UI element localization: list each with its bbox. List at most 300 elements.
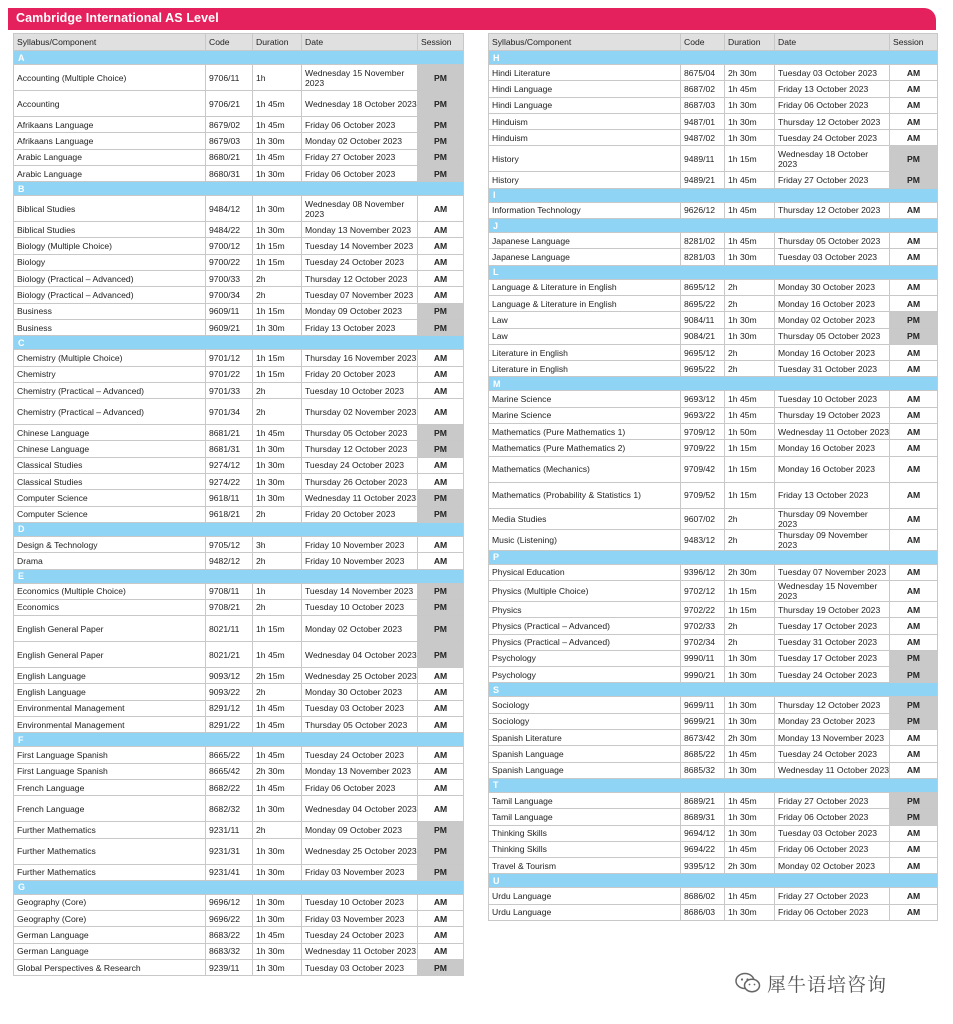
table-row	[489, 792, 938, 808]
session-cell: PM	[418, 506, 464, 522]
duration-cell: 2h	[725, 508, 775, 529]
table-row	[489, 344, 938, 360]
section-row	[489, 219, 938, 233]
session-cell: AM	[890, 65, 938, 81]
duration-cell: 2h	[253, 599, 302, 615]
session-cell: AM	[418, 927, 464, 943]
code-cell: 9700/34	[206, 287, 253, 303]
table-row	[14, 927, 464, 943]
syllabus-cell: Psychology	[489, 667, 681, 683]
table-header	[14, 34, 464, 51]
date-cell: Monday 02 October 2023	[302, 616, 418, 642]
table-row	[14, 196, 464, 222]
code-cell: 9489/11	[681, 146, 725, 172]
header-code: Code	[681, 34, 725, 51]
date-cell: Friday 06 October 2023	[302, 117, 418, 133]
duration-cell: 1h 45m	[253, 117, 302, 133]
section-letter: S	[489, 683, 938, 697]
section-row	[14, 569, 464, 583]
session-cell: AM	[890, 456, 938, 482]
syllabus-cell: Global Perspectives & Research	[14, 959, 206, 975]
date-cell: Tuesday 24 October 2023	[302, 927, 418, 943]
session-cell: PM	[890, 146, 938, 172]
section-letter: F	[14, 733, 464, 747]
code-cell: 9990/21	[681, 667, 725, 683]
code-cell: 9489/21	[681, 172, 725, 188]
code-cell: 9695/22	[681, 361, 725, 377]
table-row	[489, 407, 938, 423]
syllabus-cell: Accounting	[14, 91, 206, 117]
code-cell: 9482/12	[206, 553, 253, 569]
table-row	[14, 796, 464, 822]
code-cell: 9702/33	[681, 618, 725, 634]
duration-cell: 1h 45m	[253, 700, 302, 716]
syllabus-cell: Information Technology	[489, 202, 681, 218]
table-row	[489, 65, 938, 81]
date-cell: Tuesday 10 October 2023	[775, 391, 890, 407]
syllabus-cell: Chinese Language	[14, 425, 206, 441]
code-cell: 9694/22	[681, 841, 725, 857]
date-cell: Tuesday 10 October 2023	[302, 382, 418, 398]
syllabus-cell: Mathematics (Probability & Statistics 1)	[489, 482, 681, 508]
table-row	[489, 825, 938, 841]
code-cell: 9705/12	[206, 536, 253, 552]
table-row	[14, 474, 464, 490]
session-cell: AM	[418, 474, 464, 490]
syllabus-cell: Computer Science	[14, 490, 206, 506]
date-cell: Monday 30 October 2023	[302, 684, 418, 700]
syllabus-cell: Psychology	[489, 650, 681, 666]
syllabus-cell: Drama	[14, 553, 206, 569]
table-row	[489, 482, 938, 508]
syllabus-cell: Japanese Language	[489, 233, 681, 249]
session-cell: AM	[418, 350, 464, 366]
header-date: Date	[302, 34, 418, 51]
section-letter: U	[489, 874, 938, 888]
date-cell: Friday 03 November 2023	[302, 864, 418, 880]
session-cell: AM	[418, 382, 464, 398]
syllabus-cell: Chinese Language	[14, 441, 206, 457]
session-cell: PM	[418, 303, 464, 319]
date-cell: Wednesday 11 October 2023	[302, 943, 418, 959]
session-cell: AM	[418, 254, 464, 270]
syllabus-cell: History	[489, 172, 681, 188]
table-row	[14, 149, 464, 165]
duration-cell: 1h 30m	[725, 113, 775, 129]
date-cell: Friday 13 October 2023	[302, 319, 418, 335]
duration-cell: 2h 30m	[253, 763, 302, 779]
duration-cell: 1h 30m	[725, 312, 775, 328]
syllabus-cell: Biology (Multiple Choice)	[14, 238, 206, 254]
code-cell: 8281/03	[681, 249, 725, 265]
section-letter: P	[489, 550, 938, 564]
title-banner	[8, 8, 936, 30]
section-letter: M	[489, 377, 938, 391]
header-syllabus: Syllabus/Component	[14, 34, 206, 51]
code-cell: 9708/21	[206, 599, 253, 615]
code-cell: 9702/22	[681, 601, 725, 617]
date-cell: Wednesday 15 November 2023	[775, 580, 890, 601]
table-row	[14, 506, 464, 522]
code-cell: 9696/12	[206, 894, 253, 910]
date-cell: Monday 30 October 2023	[775, 279, 890, 295]
table-row	[489, 529, 938, 550]
table-row	[489, 279, 938, 295]
session-cell: PM	[890, 792, 938, 808]
table-row	[489, 634, 938, 650]
date-cell: Friday 10 November 2023	[302, 553, 418, 569]
section-letter: C	[14, 336, 464, 350]
session-cell: AM	[418, 196, 464, 222]
session-cell: AM	[890, 391, 938, 407]
table-row	[14, 717, 464, 733]
syllabus-cell: Chemistry	[14, 366, 206, 382]
date-cell: Thursday 05 October 2023	[775, 328, 890, 344]
date-cell: Wednesday 04 October 2023	[302, 796, 418, 822]
code-cell: 8281/02	[681, 233, 725, 249]
date-cell: Monday 02 October 2023	[775, 312, 890, 328]
code-cell: 9706/11	[206, 65, 253, 91]
code-cell: 9701/12	[206, 350, 253, 366]
date-cell: Friday 06 October 2023	[775, 97, 890, 113]
table-row	[14, 65, 464, 91]
duration-cell: 1h 45m	[253, 425, 302, 441]
duration-cell: 2h	[725, 361, 775, 377]
session-cell: PM	[890, 713, 938, 729]
date-cell: Friday 27 October 2023	[775, 172, 890, 188]
code-cell: 9609/21	[206, 319, 253, 335]
syllabus-cell: First Language Spanish	[14, 747, 206, 763]
date-cell: Thursday 05 October 2023	[775, 233, 890, 249]
date-cell: Tuesday 31 October 2023	[775, 361, 890, 377]
session-cell: AM	[418, 457, 464, 473]
date-cell: Monday 02 October 2023	[775, 858, 890, 874]
syllabus-cell: French Language	[14, 779, 206, 795]
code-cell: 8679/03	[206, 133, 253, 149]
date-cell: Tuesday 24 October 2023	[302, 747, 418, 763]
duration-cell: 1h 45m	[725, 841, 775, 857]
date-cell: Monday 16 October 2023	[775, 456, 890, 482]
session-cell: AM	[890, 130, 938, 146]
date-cell: Tuesday 24 October 2023	[775, 667, 890, 683]
syllabus-cell: Biblical Studies	[14, 222, 206, 238]
duration-cell: 1h 30m	[253, 133, 302, 149]
syllabus-cell: Biblical Studies	[14, 196, 206, 222]
table-row	[14, 700, 464, 716]
code-cell: 9694/12	[681, 825, 725, 841]
session-cell: AM	[890, 344, 938, 360]
session-cell: PM	[418, 133, 464, 149]
duration-cell: 1h 30m	[253, 864, 302, 880]
code-cell: 9395/12	[681, 858, 725, 874]
duration-cell: 1h 30m	[253, 165, 302, 181]
session-cell: PM	[418, 117, 464, 133]
table-row	[489, 746, 938, 762]
syllabus-cell: Mathematics (Pure Mathematics 2)	[489, 440, 681, 456]
table-row	[14, 838, 464, 864]
section-letter: I	[489, 188, 938, 202]
syllabus-cell: Language & Literature in English	[489, 279, 681, 295]
date-cell: Friday 20 October 2023	[302, 366, 418, 382]
table-row	[14, 382, 464, 398]
syllabus-cell: Sociology	[489, 697, 681, 713]
code-cell: 8680/21	[206, 149, 253, 165]
date-cell: Thursday 19 October 2023	[775, 407, 890, 423]
session-cell: PM	[418, 838, 464, 864]
syllabus-cell: German Language	[14, 943, 206, 959]
syllabus-cell: Thinking Skills	[489, 825, 681, 841]
table-row	[14, 366, 464, 382]
duration-cell: 2h	[253, 382, 302, 398]
table-row	[14, 864, 464, 880]
duration-cell: 1h 30m	[725, 667, 775, 683]
code-cell: 8681/31	[206, 441, 253, 457]
syllabus-cell: Hinduism	[489, 113, 681, 129]
code-cell: 9709/22	[681, 440, 725, 456]
duration-cell: 1h 30m	[253, 894, 302, 910]
section-row	[489, 683, 938, 697]
page-title: Cambridge International AS Level	[16, 11, 219, 25]
session-cell: PM	[418, 822, 464, 838]
section-row	[14, 880, 464, 894]
duration-cell: 1h 45m	[725, 81, 775, 97]
syllabus-cell: English General Paper	[14, 642, 206, 668]
syllabus-cell: Business	[14, 303, 206, 319]
section-row	[14, 51, 464, 65]
session-cell: AM	[890, 618, 938, 634]
session-cell: PM	[418, 65, 464, 91]
code-cell: 8021/21	[206, 642, 253, 668]
date-cell: Thursday 09 November 2023	[775, 529, 890, 550]
session-cell: AM	[418, 366, 464, 382]
syllabus-cell: Spanish Literature	[489, 730, 681, 746]
code-cell: 9706/21	[206, 91, 253, 117]
table-body-left	[14, 51, 464, 976]
session-cell: PM	[418, 91, 464, 117]
syllabus-cell: Mathematics (Mechanics)	[489, 456, 681, 482]
duration-cell: 2h 30m	[725, 730, 775, 746]
section-row	[14, 182, 464, 196]
code-cell: 8689/21	[681, 792, 725, 808]
section-letter: J	[489, 219, 938, 233]
duration-cell: 2h	[253, 822, 302, 838]
syllabus-cell: Chemistry (Practical – Advanced)	[14, 399, 206, 425]
syllabus-cell: Media Studies	[489, 508, 681, 529]
syllabus-cell: First Language Spanish	[14, 763, 206, 779]
syllabus-cell: Chemistry (Multiple Choice)	[14, 350, 206, 366]
code-cell: 9700/12	[206, 238, 253, 254]
section-row	[489, 874, 938, 888]
session-cell: AM	[418, 553, 464, 569]
date-cell: Monday 16 October 2023	[775, 344, 890, 360]
session-cell: AM	[418, 222, 464, 238]
duration-cell: 2h	[253, 684, 302, 700]
session-cell: PM	[418, 319, 464, 335]
duration-cell: 1h 45m	[725, 792, 775, 808]
code-cell: 8682/32	[206, 796, 253, 822]
session-cell: AM	[418, 779, 464, 795]
code-cell: 8686/02	[681, 888, 725, 904]
date-cell: Monday 23 October 2023	[775, 713, 890, 729]
duration-cell: 1h 15m	[253, 350, 302, 366]
session-cell: AM	[890, 233, 938, 249]
code-cell: 9709/12	[681, 424, 725, 440]
code-cell: 9696/22	[206, 911, 253, 927]
syllabus-cell: Music (Listening)	[489, 529, 681, 550]
header-session: Session	[418, 34, 464, 51]
code-cell: 8683/32	[206, 943, 253, 959]
session-cell: AM	[890, 508, 938, 529]
date-cell: Friday 20 October 2023	[302, 506, 418, 522]
duration-cell: 1h 15m	[725, 580, 775, 601]
table-row	[14, 959, 464, 975]
date-cell: Wednesday 15 November 2023	[302, 65, 418, 91]
table-row	[14, 599, 464, 615]
table-row	[489, 172, 938, 188]
code-cell: 9396/12	[681, 564, 725, 580]
date-cell: Thursday 05 October 2023	[302, 425, 418, 441]
table-row	[489, 424, 938, 440]
date-cell: Tuesday 03 October 2023	[302, 700, 418, 716]
duration-cell: 1h 30m	[253, 838, 302, 864]
session-cell: AM	[418, 287, 464, 303]
session-cell: AM	[418, 668, 464, 684]
session-cell: AM	[890, 407, 938, 423]
session-cell: AM	[890, 361, 938, 377]
header-session: Session	[890, 34, 938, 51]
duration-cell: 1h 30m	[253, 959, 302, 975]
date-cell: Monday 02 October 2023	[302, 133, 418, 149]
session-cell: PM	[418, 583, 464, 599]
date-cell: Wednesday 18 October 2023	[775, 146, 890, 172]
session-cell: PM	[890, 172, 938, 188]
session-cell: AM	[890, 440, 938, 456]
code-cell: 9700/22	[206, 254, 253, 270]
code-cell: 8685/22	[681, 746, 725, 762]
duration-cell: 1h	[253, 65, 302, 91]
code-cell: 8687/02	[681, 81, 725, 97]
table-row	[14, 441, 464, 457]
code-cell: 9274/12	[206, 457, 253, 473]
session-cell: PM	[418, 599, 464, 615]
table-row	[14, 490, 464, 506]
session-cell: PM	[890, 328, 938, 344]
code-cell: 8695/12	[681, 279, 725, 295]
duration-cell: 2h	[725, 279, 775, 295]
session-cell: AM	[890, 601, 938, 617]
duration-cell: 1h 30m	[253, 474, 302, 490]
code-cell: 8689/31	[681, 809, 725, 825]
code-cell: 9231/31	[206, 838, 253, 864]
duration-cell: 1h 45m	[253, 779, 302, 795]
table-row	[489, 81, 938, 97]
date-cell: Friday 27 October 2023	[775, 888, 890, 904]
table-row	[14, 684, 464, 700]
date-cell: Friday 10 November 2023	[302, 536, 418, 552]
code-cell: 8665/22	[206, 747, 253, 763]
code-cell: 8683/22	[206, 927, 253, 943]
table-row	[14, 399, 464, 425]
table-row	[14, 553, 464, 569]
duration-cell: 1h 30m	[725, 130, 775, 146]
date-cell: Wednesday 11 October 2023	[302, 490, 418, 506]
code-cell: 8021/11	[206, 616, 253, 642]
duration-cell: 1h 15m	[725, 440, 775, 456]
duration-cell: 2h 30m	[725, 858, 775, 874]
duration-cell: 1h 45m	[253, 149, 302, 165]
date-cell: Thursday 09 November 2023	[775, 508, 890, 529]
duration-cell: 1h 30m	[725, 762, 775, 778]
table-row	[489, 697, 938, 713]
duration-cell: 1h 45m	[253, 642, 302, 668]
syllabus-cell: Further Mathematics	[14, 864, 206, 880]
session-cell: PM	[890, 697, 938, 713]
syllabus-cell: Business	[14, 319, 206, 335]
header-duration: Duration	[725, 34, 775, 51]
table-row	[489, 295, 938, 311]
table-row	[489, 841, 938, 857]
session-cell: PM	[890, 809, 938, 825]
code-cell: 9093/12	[206, 668, 253, 684]
code-cell: 9701/22	[206, 366, 253, 382]
session-cell: PM	[890, 650, 938, 666]
session-cell: AM	[418, 911, 464, 927]
syllabus-cell: Arabic Language	[14, 149, 206, 165]
watermark-text: 犀牛语培咨询	[767, 974, 888, 996]
syllabus-cell: Hindi Literature	[489, 65, 681, 81]
date-cell: Friday 27 October 2023	[775, 792, 890, 808]
table-row	[489, 146, 938, 172]
code-cell: 8685/32	[681, 762, 725, 778]
date-cell: Thursday 12 October 2023	[302, 271, 418, 287]
duration-cell: 1h 15m	[253, 238, 302, 254]
date-cell: Tuesday 10 October 2023	[302, 894, 418, 910]
code-cell: 9231/41	[206, 864, 253, 880]
code-cell: 9693/12	[681, 391, 725, 407]
code-cell: 9487/01	[681, 113, 725, 129]
date-cell: Tuesday 14 November 2023	[302, 583, 418, 599]
syllabus-cell: Afrikaans Language	[14, 117, 206, 133]
session-cell: AM	[890, 279, 938, 295]
session-cell: AM	[418, 271, 464, 287]
code-cell: 8291/22	[206, 717, 253, 733]
duration-cell: 1h 30m	[253, 196, 302, 222]
date-cell: Tuesday 14 November 2023	[302, 238, 418, 254]
session-cell: AM	[418, 796, 464, 822]
date-cell: Friday 06 October 2023	[302, 165, 418, 181]
syllabus-cell: Marine Science	[489, 407, 681, 423]
code-cell: 8291/12	[206, 700, 253, 716]
syllabus-cell: German Language	[14, 927, 206, 943]
duration-cell: 1h 30m	[725, 328, 775, 344]
date-cell: Friday 13 October 2023	[775, 81, 890, 97]
syllabus-cell: History	[489, 146, 681, 172]
syllabus-cell: Environmental Management	[14, 700, 206, 716]
session-cell: PM	[418, 149, 464, 165]
section-letter: G	[14, 880, 464, 894]
code-cell: 9084/11	[681, 312, 725, 328]
session-cell: PM	[890, 667, 938, 683]
duration-cell: 1h 45m	[725, 172, 775, 188]
table-row	[14, 747, 464, 763]
session-cell: AM	[890, 841, 938, 857]
section-letter: E	[14, 569, 464, 583]
table-row	[489, 202, 938, 218]
syllabus-cell: Biology (Practical – Advanced)	[14, 271, 206, 287]
syllabus-cell: Physics (Practical – Advanced)	[489, 634, 681, 650]
duration-cell: 1h 30m	[253, 441, 302, 457]
date-cell: Monday 13 November 2023	[302, 222, 418, 238]
